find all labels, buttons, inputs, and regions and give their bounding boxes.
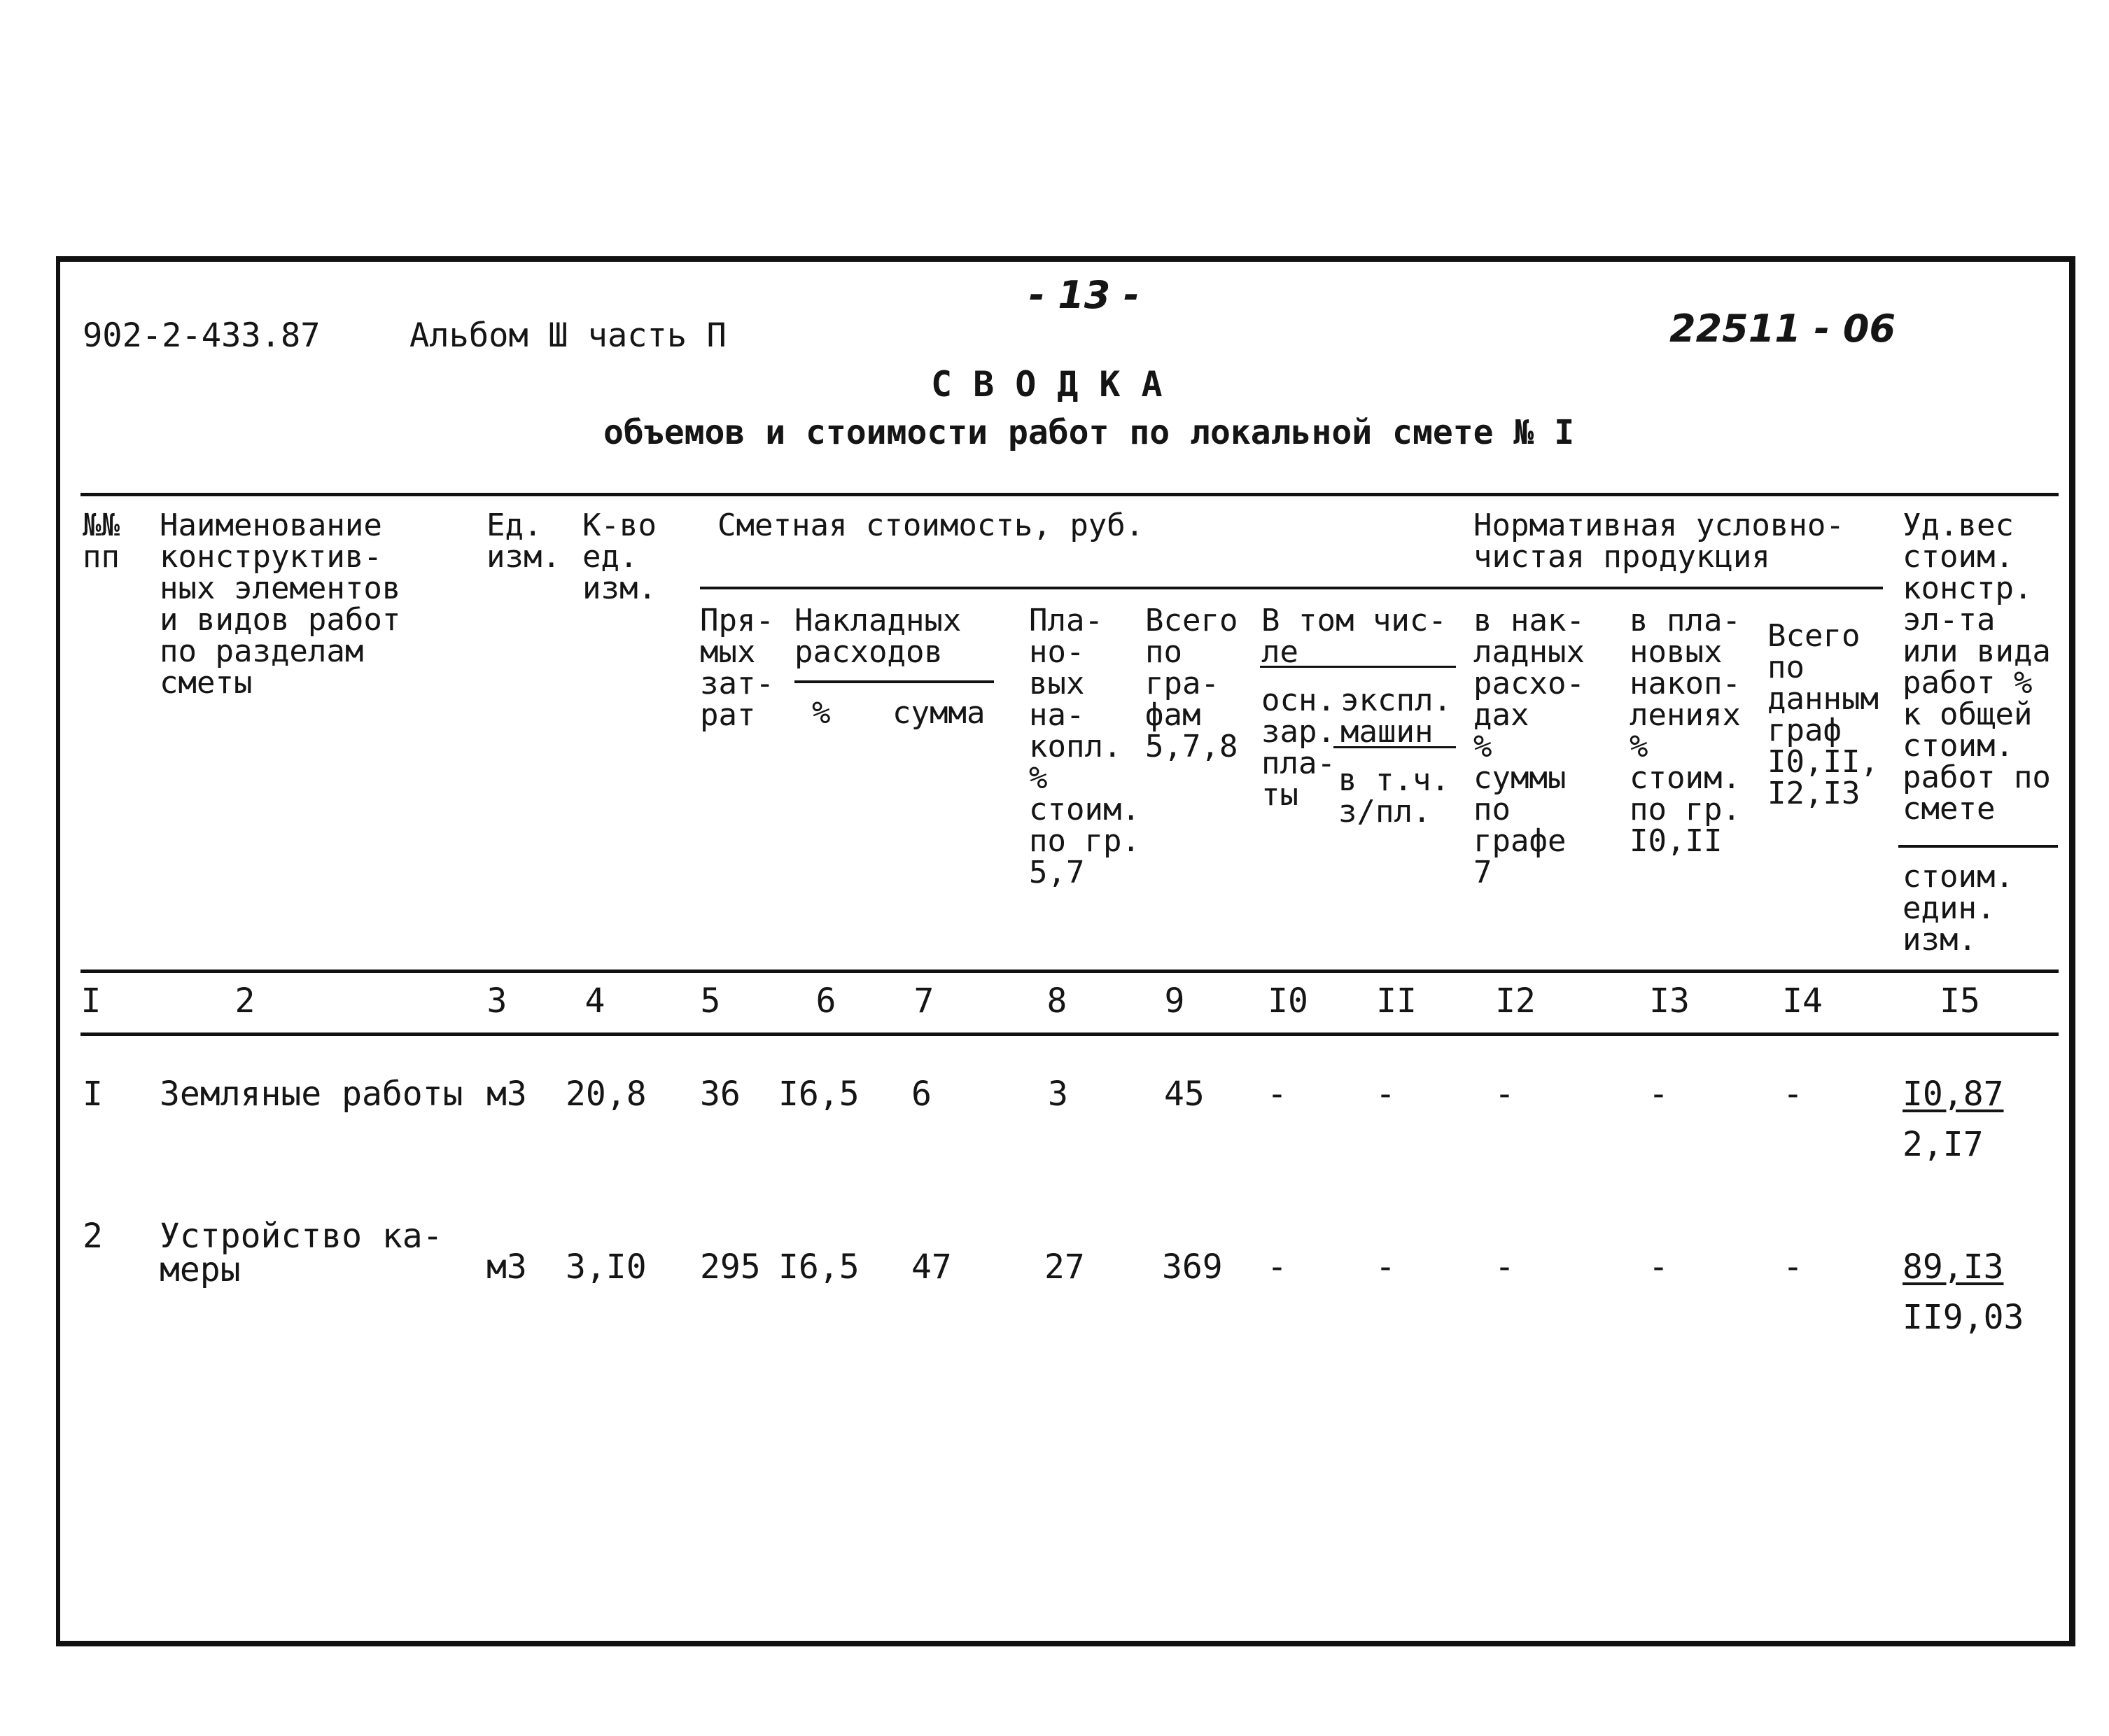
row-number: 2 [83, 1217, 103, 1256]
col-group-overhead: Накладных расходов [794, 603, 962, 670]
col-group-estimated-cost: Сметная стоимость, руб. [717, 507, 1144, 543]
row-overhead-pct: I6,5 [778, 1074, 860, 1114]
cost-group-rule [700, 587, 1883, 589]
doc-code: 902-2-433.87 [83, 316, 321, 355]
row-unit: м3 [486, 1247, 527, 1287]
colnum-bottom-rule [80, 1032, 2059, 1036]
row-name: Устройство ка- [160, 1217, 443, 1256]
row-direct-costs: 295 [700, 1247, 761, 1287]
row-base-wages: - [1267, 1074, 1287, 1114]
col-number-3: 3 [486, 981, 507, 1021]
col-number-1: I [80, 981, 101, 1021]
row-overhead-pct: I6,5 [778, 1247, 860, 1287]
col-header-unit-cost: стоим. един. изм. [1903, 859, 2014, 958]
header-bottom-rule [80, 969, 2059, 973]
row-quantity: 20,8 [566, 1074, 647, 1114]
row-overhead-sum: 6 [911, 1074, 932, 1114]
row-unit: м3 [486, 1074, 527, 1114]
row-machine-wages: - [1375, 1247, 1396, 1287]
col-number-8: 8 [1046, 981, 1067, 1021]
row-share: I0,87 [1903, 1074, 2004, 1114]
col-header-machine-wages: в т.ч. з/пл. [1338, 762, 1450, 830]
col-header-direct-costs: Пря- мых зат- рат [700, 603, 774, 733]
col-header-base-wages: осн. зар. пла- ты [1261, 682, 1336, 813]
col-group-including: В том чис- ле [1261, 603, 1447, 670]
col-header-share: Уд.вес стоим. констр. эл-та или вида работ % к общей стоим. работ по смете [1903, 507, 2051, 827]
col-header-overhead-sum: сумма [892, 695, 986, 731]
share-divider-rule [1898, 845, 2058, 848]
col-number-11: II [1376, 981, 1417, 1021]
row-norm-overhead: - [1494, 1074, 1515, 1114]
row-direct-costs: 36 [700, 1074, 741, 1114]
col-group-normative-product: Нормативная условно- чистая продукция [1473, 507, 1844, 575]
col-header-norm-overhead: в нак- ладных расхо- дах % суммы по графе 7 [1473, 603, 1585, 890]
col-number-7: 7 [913, 981, 934, 1021]
col-header-total: Всего по гра- фам 5,7,8 [1145, 603, 1238, 764]
col-header-overhead-pct: % [812, 695, 831, 731]
col-group-machines: экспл. машин [1340, 682, 1452, 750]
row-total: 369 [1162, 1247, 1223, 1287]
col-number-2: 2 [234, 981, 255, 1021]
col-number-15: I5 [1940, 981, 1980, 1021]
col-number-13: I3 [1649, 981, 1690, 1021]
handwritten-id: 22511 - 06 [1669, 307, 1896, 351]
row-name: Земляные работы [160, 1074, 463, 1114]
col-number-9: 9 [1164, 981, 1185, 1021]
row-number: I [83, 1074, 103, 1114]
col-number-5: 5 [700, 981, 721, 1021]
col-header-name: Наименование конструктив- ных элементов и видов работ по разделам сметы [160, 507, 401, 701]
row-quantity: 3,I0 [566, 1247, 647, 1287]
row-planned-savings: 27 [1044, 1247, 1085, 1287]
col-header-norm-total: Всего по данным граф I0,II, I2,I3 [1767, 618, 1879, 811]
col-header-planned-savings: Пла- но- вых на- копл. % стоим. по гр. 5,7 [1029, 603, 1140, 890]
row-norm-total: - [1783, 1247, 1803, 1287]
row-total: 45 [1164, 1074, 1205, 1114]
col-header-norm-planned: в пла- новых накоп- лениях % стоим. по гр. I0,II [1630, 603, 1741, 859]
table-top-rule [80, 493, 2059, 496]
row-unit-cost: II9,03 [1903, 1298, 2024, 1337]
page-frame [56, 256, 2075, 1646]
row-base-wages: - [1267, 1247, 1287, 1287]
overhead-group-rule [794, 680, 994, 683]
row-norm-total: - [1783, 1074, 1803, 1114]
row-planned-savings: 3 [1048, 1074, 1068, 1114]
doc-title: СВОДКА [931, 364, 1184, 405]
col-number-6: 6 [815, 981, 836, 1021]
row-name-continued: меры [160, 1250, 241, 1289]
doc-subtitle: объемов и стоимости работ по локальной смете № I [603, 413, 1575, 452]
col-header-number: №№ пп [83, 507, 120, 575]
album-label: Альбом Ш часть П [409, 316, 727, 355]
col-header-quantity: К-во ед. изм. [582, 507, 657, 606]
page-number: - 13 - [1029, 273, 1140, 317]
row-norm-planned: - [1648, 1247, 1669, 1287]
row-norm-planned: - [1648, 1074, 1669, 1114]
row-machine-wages: - [1375, 1074, 1396, 1114]
col-number-12: I2 [1495, 981, 1536, 1021]
row-unit-cost: 2,I7 [1903, 1125, 1984, 1164]
col-number-14: I4 [1782, 981, 1823, 1021]
row-norm-overhead: - [1494, 1247, 1515, 1287]
col-number-4: 4 [584, 981, 605, 1021]
row-overhead-sum: 47 [911, 1247, 952, 1287]
col-header-unit: Ед. изм. [486, 507, 561, 575]
col-number-10: I0 [1268, 981, 1308, 1021]
row-share: 89,I3 [1903, 1247, 2004, 1287]
